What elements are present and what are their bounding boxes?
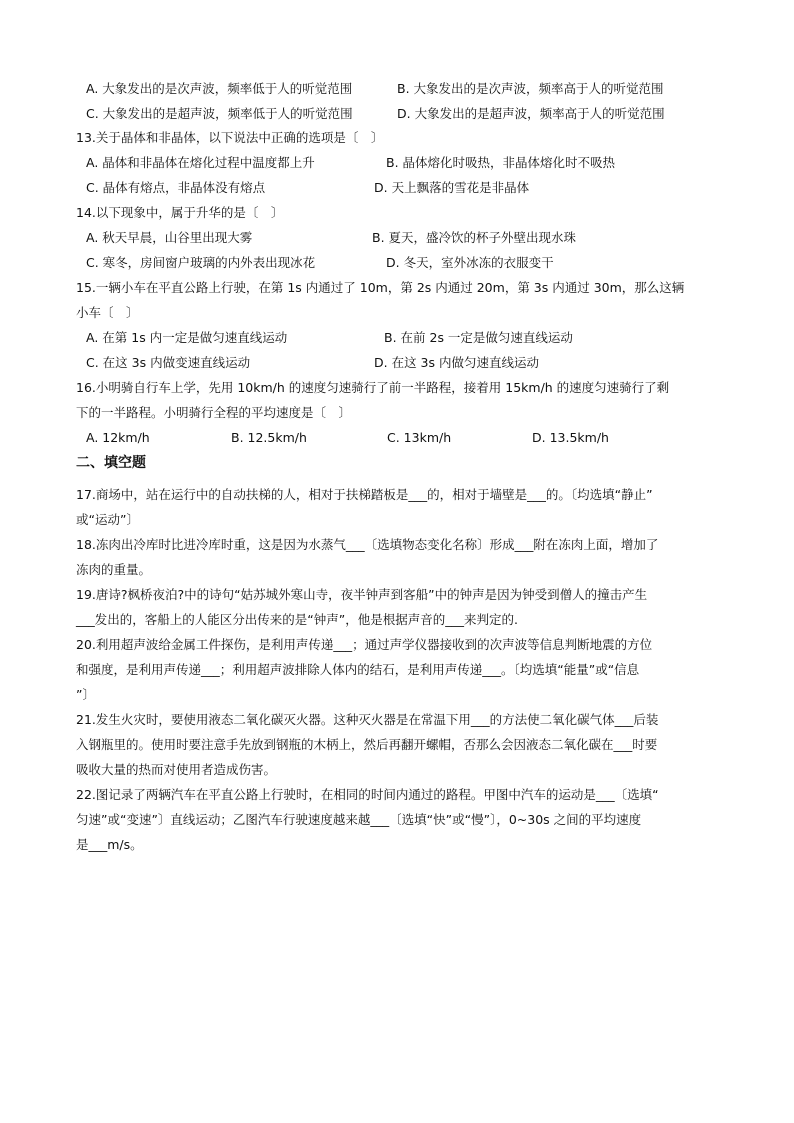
q12-option-b: B. 大象发出的是次声波，频率高于人的听觉范围	[397, 81, 664, 96]
q14-option-a: A. 秋天早晨，山谷里出现大雾	[86, 230, 253, 245]
q16-stem-line1: 16.小明骑自行车上学，先用 10km/h 的速度匀速骑行了前一半路程，接着用 15km/h 的速度匀速骑行了剩	[76, 380, 670, 395]
q20-line2: 和强度，是利用声传递___；利用超声波排除人体内的结石，是利用声传递___。〔均选填“能量”或“信息	[76, 662, 640, 677]
q14-stem: 14.以下现象中，属于升华的是〔 〕	[76, 205, 284, 220]
q19-line1: 19.唐诗?枫桥夜泊?中的诗句“姑苏城外寒山寺，夜半钟声到客船”中的钟声是因为钟受到僧人的撞击产生	[76, 587, 648, 602]
q21-line2: 入钢瓶里的。使用时要注意手先放到钢瓶的木柄上，然后再翻开螺帽，否那么会因液态二氧化碳在___时要	[76, 737, 658, 752]
q13-option-b: B. 晶体熔化时吸热，非晶体熔化时不吸热	[386, 155, 616, 170]
q16-stem-line2: 下的一半路程。小明骑行全程的平均速度是〔 〕	[76, 405, 352, 420]
q18-line1: 18.冻肉出冷库时比进冷库时重，这是因为水蒸气___〔选填物态变化名称〕形成___附在冻肉上面，增加了	[76, 537, 659, 552]
q13-option-a: A. 晶体和非晶体在熔化过程中温度都上升	[86, 155, 315, 170]
q13-stem: 13.关于晶体和非晶体，以下说法中正确的选项是〔 〕	[76, 130, 384, 145]
q21-line1: 21.发生火灾时，要使用液态二氧化碳灭火器。这种灭火器是在常温下用___的方法使二氧化碳气体___后装	[76, 712, 659, 727]
q14-option-b: B. 夏天，盛冷饮的杯子外壁出现水珠	[372, 230, 577, 245]
q12-option-a: A. 大象发出的是次声波，频率低于人的听觉范围	[86, 81, 353, 96]
q15-option-d: D. 在这 3s 内做匀速直线运动	[374, 355, 539, 370]
q12-option-c: C. 大象发出的是超声波，频率低于人的听觉范围	[86, 106, 353, 121]
q15-option-c: C. 在这 3s 内做变速直线运动	[86, 355, 251, 370]
q12-option-d: D. 大象发出的是超声波，频率高于人的听觉范围	[397, 106, 665, 121]
q15-stem-line1: 15.一辆小车在平直公路上行驶，在第 1s 内通过了 10m，第 2s 内通过 20m，第 3s 内通过 30m，那么这辆	[76, 280, 685, 295]
q16-option-b: B. 12.5km/h	[231, 430, 307, 445]
q22-line2: 匀速”或“变速”〕直线运动；乙图汽车行驶速度越来越___〔选填“快”或“慢”〕，0~30s 之间的平均速度	[76, 812, 642, 827]
q15-option-b: B. 在前 2s 一定是做匀速直线运动	[384, 330, 573, 345]
q14-option-d: D. 冬天，室外冰冻的衣服变干	[386, 255, 554, 270]
q17-line2: 或“运动”〕	[76, 512, 139, 527]
q22-line3: 是___m/s。	[76, 837, 143, 852]
q20-line1: 20.利用超声波给金属工件探伤，是利用声传递___；通过声学仪器接收到的次声波等信息判断地震的方位	[76, 637, 653, 652]
q18-line2: 冻肉的重量。	[76, 562, 152, 577]
q13-option-d: D. 天上飘落的雪花是非晶体	[374, 180, 530, 195]
q17-line1: 17.商场中，站在运行中的自动扶梯的人，相对于扶梯踏板是___的，相对于墙壁是___的。〔均选填“静止”	[76, 487, 653, 502]
q15-option-a: A. 在第 1s 内一定是做匀速直线运动	[86, 330, 288, 345]
q16-option-c: C. 13km/h	[387, 430, 452, 445]
q20-line3: ”〕	[76, 687, 95, 702]
q15-stem-line2: 小车〔 〕	[76, 305, 139, 320]
q14-option-c: C. 寒冬，房间窗户玻璃的内外表出现冰花	[86, 255, 316, 270]
q22-line1: 22.图记录了两辆汽车在平直公路上行驶时，在相同的时间内通过的路程。甲图中汽车的运动是___〔选填“	[76, 787, 659, 802]
q21-line3: 吸收大量的热而对使用者造成伤害。	[76, 762, 277, 777]
q16-option-a: A. 12km/h	[86, 430, 150, 445]
section-heading-fill-in: 二、填空题	[76, 455, 146, 471]
q16-option-d: D. 13.5km/h	[532, 430, 609, 445]
q19-line2: ___发出的，客船上的人能区分出传来的是“钟声”，他是根据声音的___来判定的.	[76, 612, 518, 627]
q13-option-c: C. 晶体有熔点，非晶体没有熔点	[86, 180, 266, 195]
